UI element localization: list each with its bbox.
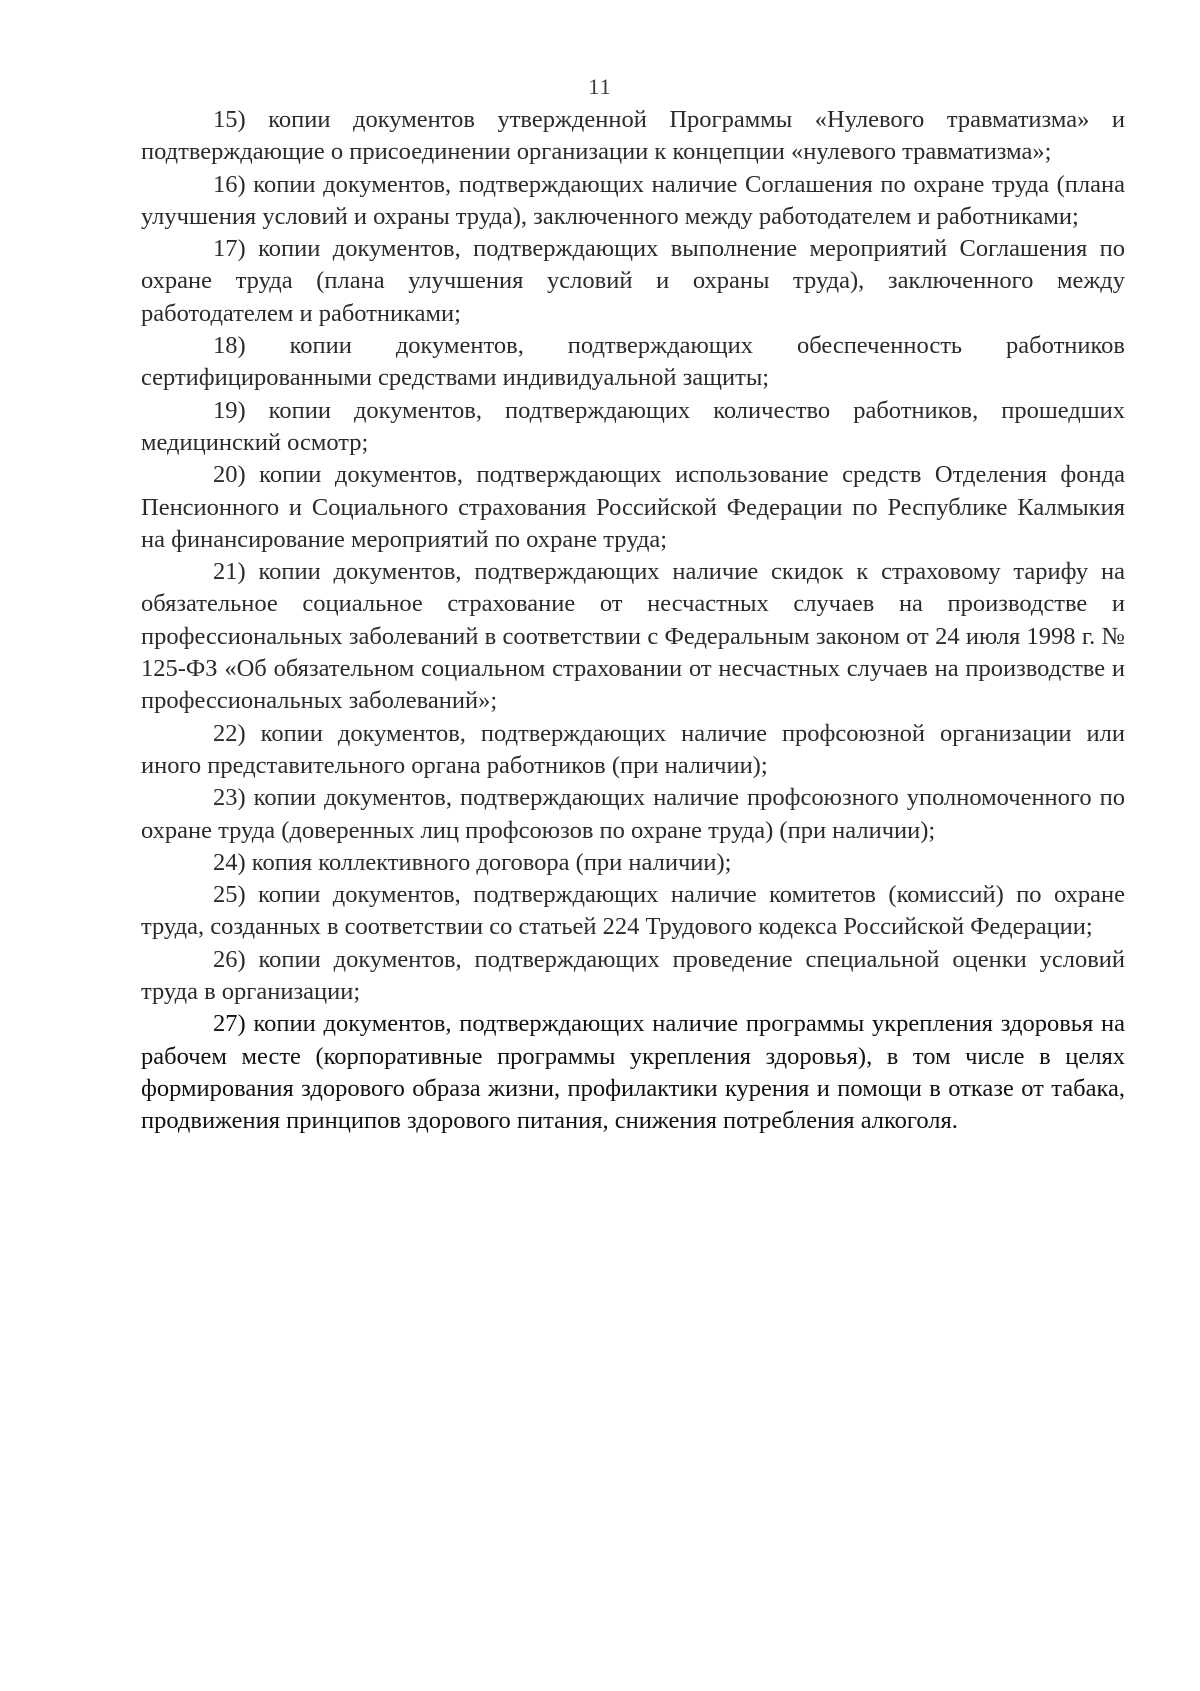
list-item-16: 16) копии документов, подтверждающих наличие Соглашения по охране труда (плана улучшения условий и охраны труда), заключенного между работодателем и работниками;	[141, 170, 1125, 230]
list-item-25: 25) копии документов, подтверждающих наличие комитетов (комиссий) по охране труда, созданных в соответствии со статьей 224 Трудового кодекса Российской Федерации;	[141, 881, 1125, 941]
list-item-24: 24) копия коллективного договора (при наличии);	[213, 848, 732, 876]
list-item-27: 27) копии документов, подтверждающих наличие программы укрепления здоровья на рабочем месте (корпоративные программы укрепления здоровья), в том числе в целях формирования здорового образа жизни, профилактики курения и помощи в отказе от табака, продвижения принципов здорового питания, снижения потребления алкоголя.	[141, 1010, 1125, 1135]
list-item-17: 17) копии документов, подтверждающих выполнение мероприятий Соглашения по охране труда (плана улучшения условий и охраны труда), заключенного между работодателем и работниками;	[141, 235, 1125, 327]
list-item-22: 22) копии документов, подтверждающих наличие профсоюзной организации или иного представительного органа работников (при наличии);	[141, 719, 1125, 779]
list-item-26: 26) копии документов, подтверждающих проведение специальной оценки условий труда в организации;	[141, 945, 1125, 1006]
list-item-23: 23) копии документов, подтверждающих наличие профсоюзного уполномоченного по охране труда (доверенных лиц профсоюзов по охране труда) (при наличии);	[141, 784, 1125, 844]
list-item-15: 15) копии документов утвержденной Программы «Нулевого травматизма» и подтверждающие о присоединении организации к концепции «нулевого травматизма»;	[141, 106, 1125, 166]
list-item-18: 18) копии документов, подтверждающих обеспеченность работников сертифицированными средствами индивидуальной защиты;	[141, 332, 1125, 392]
document-body	[141, 104, 1125, 1138]
list-item-21: 21) копии документов, подтверждающих наличие скидок к страховому тарифу на обязательное социальное страхование от несчастных случаев на производстве и профессиональных заболеваний в соответствии с Федеральным законом от 24 июля 1998 г. № 125-ФЗ «Об обязательном социальном страховании от несчастных случаев на производстве и профессиональных заболеваний»;	[141, 558, 1125, 715]
list-item-20: 20) копии документов, подтверждающих использование средств Отделения фонда Пенсионного и Социального страхования Российской Федерации по Республике Калмыкия на финансирование мероприятий по охране труда;	[141, 461, 1125, 553]
page-number: 11	[588, 74, 612, 99]
list-item-19: 19) копии документов, подтверждающих количество работников, прошедших медицинский осмотр;	[141, 396, 1125, 456]
